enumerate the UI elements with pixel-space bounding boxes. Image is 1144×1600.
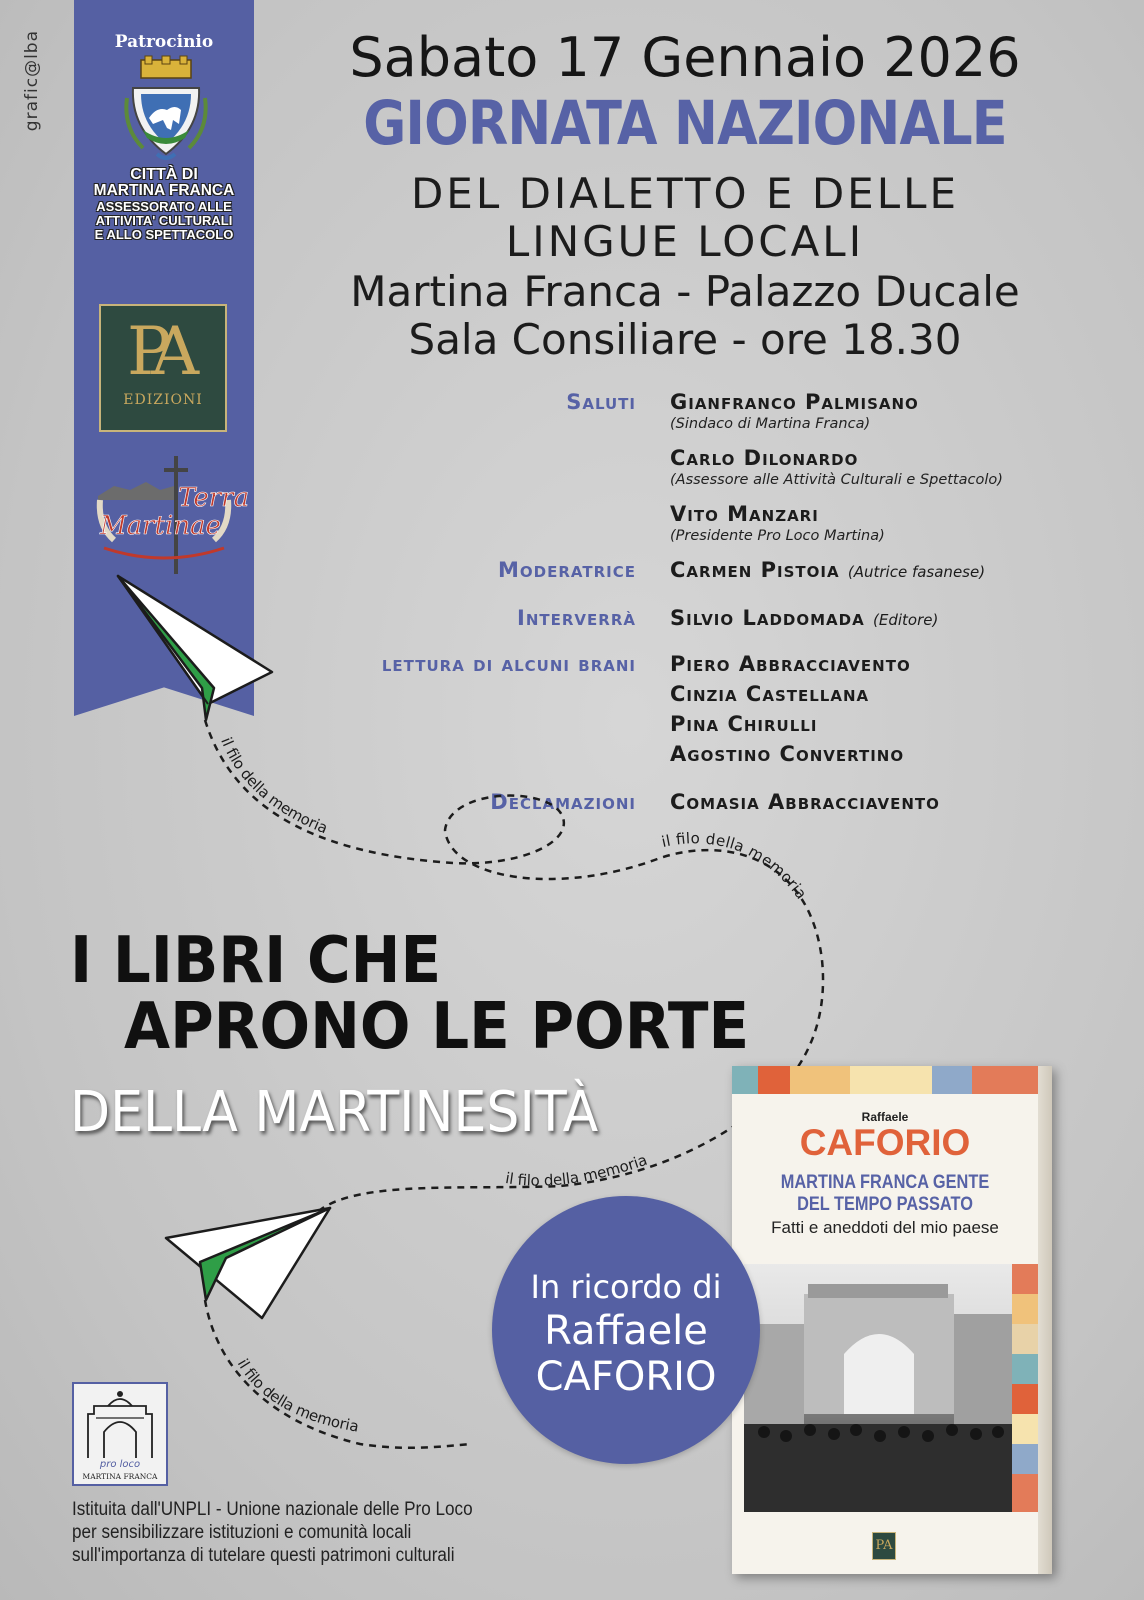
reader-name: Agostino Convertino — [670, 742, 905, 766]
cover-stripe — [758, 1066, 790, 1094]
speaker-name: Silvio Laddomada — [670, 606, 865, 630]
designer-credit: grafic@lba — [22, 30, 42, 132]
moderator-role: (Autrice fasanese) — [847, 563, 986, 581]
city-line-5: E ALLO SPETTACOLO — [94, 227, 234, 243]
city-line-3: ASSESSORATO ALLE — [96, 199, 232, 214]
cover-stripe — [732, 1066, 758, 1094]
city-line-2: MARTINA FRANCA — [93, 182, 235, 200]
reader-name: Pina Chirulli — [670, 712, 818, 736]
pro-loco-label: pro loco — [99, 1459, 141, 1470]
cover-color-column — [1012, 1264, 1038, 1512]
event-date: Sabato 17 Gennaio 2026 — [349, 26, 1021, 89]
reader-name: Piero Abbracciavento — [670, 652, 911, 676]
speaker-role: (Editore) — [873, 611, 939, 629]
thread-label: il filo della memoria — [233, 1355, 361, 1436]
svg-text:il filo della memoria — [217, 735, 330, 838]
book-cover — [732, 1066, 1052, 1574]
book-author-first: Raffaele — [861, 1110, 909, 1124]
main-title-line-1: I LIBRI CHE — [70, 924, 442, 998]
cover-stripe — [850, 1066, 932, 1094]
historic-photo — [744, 1264, 1012, 1512]
speaker-name: Vito Manzari — [670, 502, 819, 526]
declamazioni-name: Comasia Abbracciavento — [670, 790, 940, 814]
memorial-badge — [492, 1196, 760, 1464]
book-title — [753, 1172, 1016, 1216]
pa-monogram: PA — [126, 313, 185, 390]
cover-stripe — [972, 1066, 1038, 1094]
terra-text: Terra — [178, 483, 250, 513]
pro-loco-logo — [72, 1382, 168, 1486]
declamazioni-label: Declamazioni — [490, 790, 636, 814]
memorial-line-3: CAFORIO — [535, 1354, 717, 1400]
book-publisher-logo: PA — [872, 1532, 896, 1560]
speaker-role: (Assessore alle Attività Culturali e Spettacolo) — [670, 472, 1003, 488]
svg-text:il filo della memoria — [504, 1151, 649, 1190]
book-title-line-1: MARTINA FRANCA GENTE — [780, 1172, 990, 1193]
book-title-line-2: DEL TEMPO PASSATO — [797, 1194, 973, 1215]
subtitle-line-2: LINGUE LOCALI — [505, 217, 865, 266]
main-title-line-3: DELLA MARTINESITÀ — [70, 1080, 599, 1145]
cover-stripe — [932, 1066, 972, 1094]
book-subtitle: Fatti e aneddoti del mio paese — [771, 1218, 999, 1237]
city-line-1: CITTÀ DI — [130, 166, 198, 183]
event-title: GIORNATA NAZIONALE — [363, 88, 1007, 159]
reader-name: Cinzia Castellana — [670, 682, 870, 706]
patronage-label: Patrocinio — [114, 32, 214, 52]
thread-label: il filo della memoria — [504, 1150, 650, 1190]
arch-photo-image — [744, 1264, 1012, 1512]
memorial-line-2: Raffaele — [544, 1308, 708, 1354]
footer-note — [72, 1498, 473, 1567]
speaker-name: Gianfranco Palmisano — [670, 390, 919, 414]
svg-text:il filo della memoria — [660, 829, 810, 902]
city-line-4: ATTIVITA' CULTURALI — [95, 213, 233, 229]
footer-line-2: per sensibilizzare istituzioni e comunità locali — [72, 1522, 412, 1543]
paper-plane-icon — [166, 1208, 330, 1318]
memorial-line-1: In ricordo di — [530, 1268, 722, 1306]
thread-label: il filo della memoria — [659, 829, 811, 903]
main-title-line-2: APRONO LE PORTE — [124, 990, 750, 1064]
speaker-role: (Presidente Pro Loco Martina) — [670, 528, 885, 544]
pro-loco-place: MARTINA FRANCA — [82, 1472, 158, 1481]
book-spine — [1038, 1066, 1052, 1574]
book-author: CAFORIO — [799, 1122, 971, 1163]
subtitle-line-1: DEL DIALETTO E DELLE — [410, 169, 960, 218]
footer-line-1: Istituita dall'UNPLI - Unione nazionale delle Pro Loco — [72, 1499, 473, 1520]
moderator-name: Carmen Pistoia — [670, 558, 840, 582]
speaker-role: (Sindaco di Martina Franca) — [670, 416, 871, 432]
pro-loco-arch-icon — [74, 1384, 166, 1460]
pa-edizioni-text: EDIZIONI — [123, 392, 203, 408]
svg-text:il filo della memoria — [234, 1356, 361, 1436]
interverra-label: Interverrà — [517, 606, 636, 630]
cover-stripe — [790, 1066, 850, 1094]
paper-plane-icon — [118, 576, 272, 720]
martinae-text: Martinae — [100, 511, 221, 541]
venue-line-1: Martina Franca - Palazzo Ducale — [350, 267, 1020, 316]
venue-line-2: Sala Consiliare - ore 18.30 — [408, 315, 962, 364]
saluti-label: Saluti — [566, 390, 636, 414]
lettura-label: lettura di alcuni brani — [381, 652, 636, 676]
speaker-name: Carlo Dilonardo — [670, 446, 859, 470]
footer-line-3: sull'importanza di tutelare questi patrimoni culturali — [72, 1545, 455, 1566]
moderatrice-label: Moderatrice — [498, 558, 636, 582]
thread-label: il filo della memoria — [217, 734, 331, 838]
